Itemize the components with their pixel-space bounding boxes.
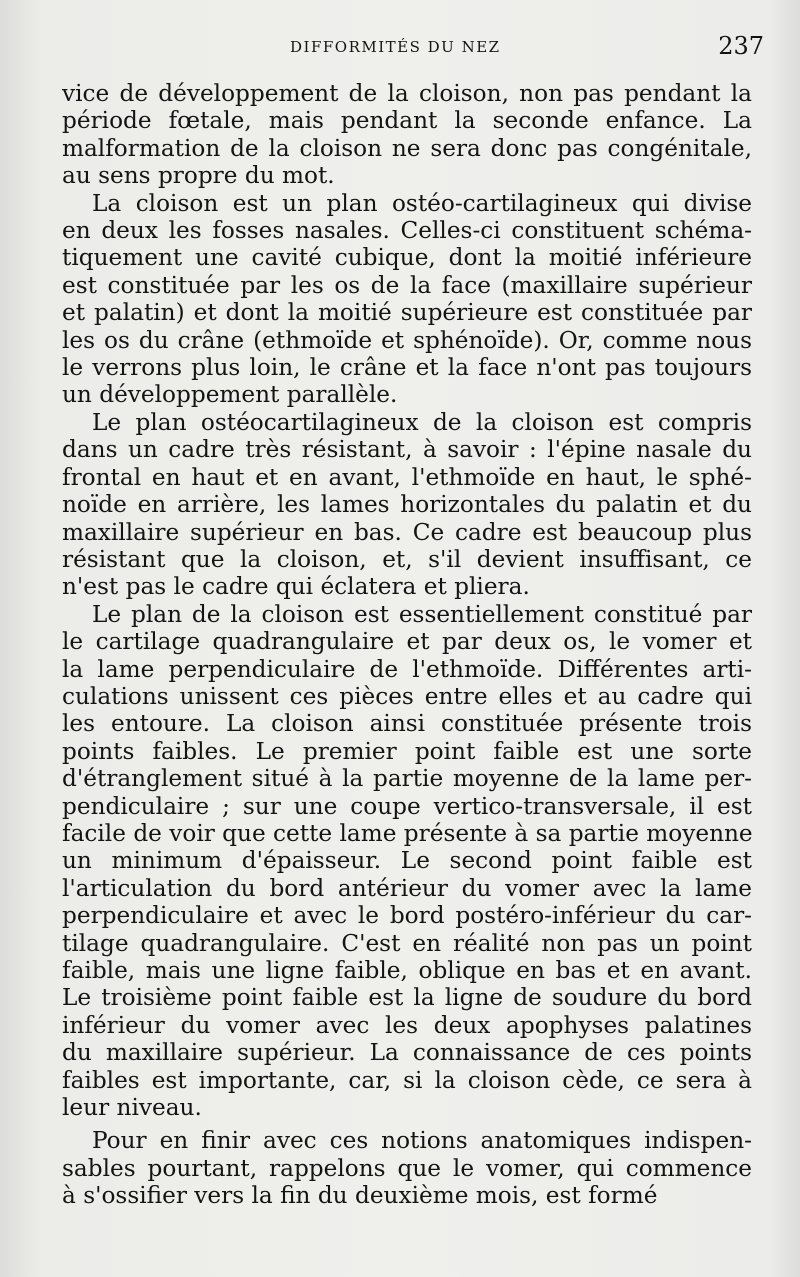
text-line: en deux les fosses nasales. Celles-ci constituent schéma- (62, 217, 752, 245)
text-line: faibles est importante, car, si la cloison cède, ce sera à (62, 1066, 752, 1094)
text-line: perpendiculaire et avec le bord postéro-inférieur du car- (62, 902, 752, 930)
running-title: DIFFORMITÉS DU NEZ (290, 38, 501, 56)
text-line: faible, mais une ligne faible, oblique en bas et en avant. (62, 957, 752, 984)
text-line: période fœtale, mais pendant la seconde enfance. La (62, 107, 752, 135)
text-line: est constituée par les os de la face (maxillaire supérieur (62, 271, 752, 299)
text-line: La cloison est un plan ostéo-cartilagineux qui divise (92, 189, 752, 217)
text-line: l'articulation du bord antérieur du vomer avec la lame (62, 874, 752, 902)
text-line: et palatin) et dont la moitié supérieure est constituée par (62, 299, 752, 327)
text-line: points faibles. Le premier point faible est une sorte (62, 737, 752, 765)
paragraph (62, 409, 752, 601)
text-line: résistant que la cloison, et, s'il devient insuffisant, ce (62, 545, 752, 573)
text-line: inférieur du vomer avec les deux apophyses palatines (62, 1011, 752, 1039)
body-text (62, 80, 752, 1210)
text-line: leur niveau. (62, 1094, 202, 1122)
text-line: maxillaire supérieur en bas. Ce cadre est beaucoup plus (62, 518, 752, 546)
text-line: sables pourtant, rappelons que le vomer, qui commence (62, 1154, 752, 1182)
text-line: tilage quadrangulaire. C'est en réalité non pas un point (62, 929, 752, 957)
text-line: culations unissent ces pièces entre elles et au cadre qui (62, 682, 752, 710)
text-line: noïde en arrière, les lames horizontales du palatin et du (62, 491, 752, 519)
text-line: au sens propre du mot. (62, 162, 335, 190)
text-line: les os du crâne (ethmoïde et sphénoïde). Or, comme nous (62, 326, 752, 354)
page-number: 237 (718, 32, 764, 60)
text-line: la lame perpendiculaire de l'ethmoïde. Différentes arti- (62, 655, 752, 683)
text-line: vice de développement de la cloison, non pas pendant la (62, 80, 752, 107)
text-line: le cartilage quadrangulaire et par deux os, le vomer et (62, 628, 752, 656)
text-line: malformation de la cloison ne sera donc pas congénitale, (62, 134, 752, 162)
text-line: tiquement une cavité cubique, dont la moitié inférieure (62, 244, 752, 272)
text-line: le verrons plus loin, le crâne et la face n'ont pas toujours (62, 354, 752, 382)
text-line: un minimum d'épaisseur. Le second point faible est (62, 847, 752, 875)
text-line: n'est pas le cadre qui éclatera et pliera. (62, 573, 530, 601)
text-line: pendiculaire ; sur une coupe vertico-transversale, il est (62, 792, 752, 820)
text-line: Pour en finir avec ces notions anatomiques indispen- (92, 1127, 752, 1155)
text-line: un développement parallèle. (62, 381, 398, 409)
text-line: frontal en haut et en avant, l'ethmoïde en haut, le sphé- (62, 463, 752, 491)
paragraph (62, 190, 752, 409)
paragraph (62, 601, 752, 1122)
text-line: Le plan de la cloison est essentiellement constitué par (92, 600, 752, 628)
text-line: d'étranglement situé à la partie moyenne de la lame per- (62, 765, 752, 793)
text-line: Le plan ostéocartilagineux de la cloison est compris (92, 408, 752, 436)
paragraph (62, 80, 752, 190)
paragraph (62, 1127, 752, 1209)
text-line: dans un cadre très résistant, à savoir : l'épine nasale du (62, 436, 752, 464)
text-line: les entoure. La cloison ainsi constituée présente trois (62, 710, 752, 738)
text-line: du maxillaire supérieur. La connaissance de ces points (62, 1039, 752, 1067)
text-line: facile de voir que cette lame présente à sa partie moyenne (62, 819, 753, 847)
text-line: Le troisième point faible est la ligne de soudure du bord (62, 984, 752, 1012)
text-line: à s'ossifier vers la fin du deuxième mois, est formé (62, 1182, 658, 1210)
